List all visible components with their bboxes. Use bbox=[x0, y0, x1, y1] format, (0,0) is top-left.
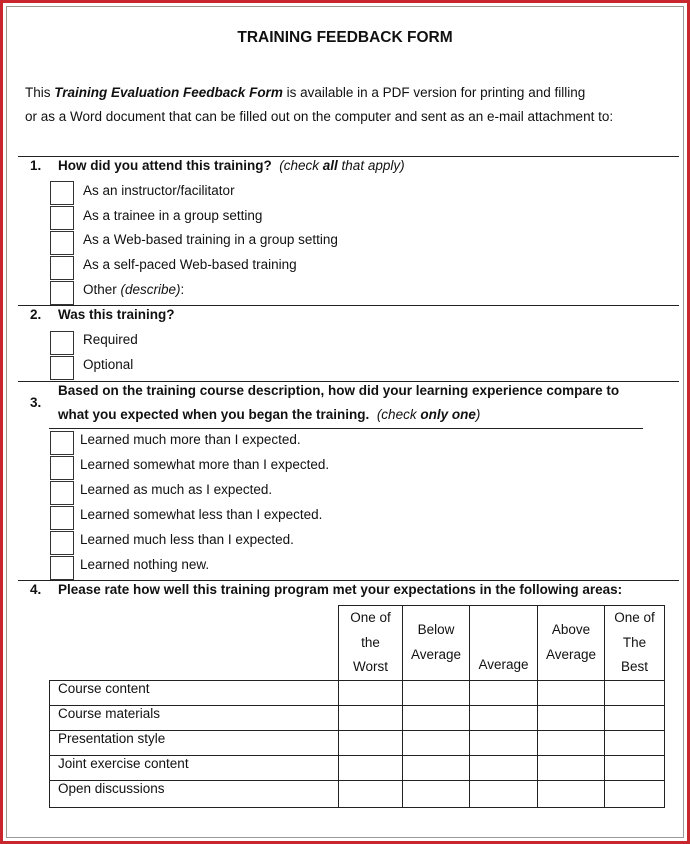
rating-cell[interactable] bbox=[470, 705, 538, 730]
rating-cell[interactable] bbox=[605, 755, 665, 780]
divider bbox=[18, 381, 679, 382]
intro-line-1 bbox=[25, 85, 585, 100]
table-row bbox=[50, 705, 665, 730]
rating-cell[interactable] bbox=[605, 730, 665, 755]
rating-cell[interactable] bbox=[403, 755, 470, 780]
rating-cell[interactable] bbox=[339, 730, 403, 755]
rating-cell[interactable] bbox=[605, 680, 665, 705]
row-label: Presentation style bbox=[50, 730, 339, 755]
q3-option-label: Learned much more than I expected. bbox=[80, 432, 301, 447]
rating-cell[interactable] bbox=[538, 680, 605, 705]
q1-checkbox-self-paced[interactable] bbox=[50, 256, 74, 280]
q1-hint: (check all that apply) bbox=[279, 158, 405, 173]
rating-cell[interactable] bbox=[403, 705, 470, 730]
divider bbox=[18, 156, 679, 157]
rating-cell[interactable] bbox=[339, 680, 403, 705]
rating-header-row bbox=[50, 606, 665, 681]
rating-cell[interactable] bbox=[339, 755, 403, 780]
col-header-average: Average bbox=[470, 606, 538, 681]
table-row bbox=[50, 680, 665, 705]
q1-checkbox-other[interactable] bbox=[50, 281, 74, 305]
q1-checkbox-instructor[interactable] bbox=[50, 181, 74, 205]
q1-text: How did you attend this training? bbox=[58, 158, 272, 173]
table-row bbox=[50, 780, 665, 807]
q3-checkbox-as-much[interactable] bbox=[50, 481, 74, 505]
rating-cell[interactable] bbox=[538, 755, 605, 780]
rating-cell[interactable] bbox=[339, 705, 403, 730]
form-title: TRAINING FEEDBACK FORM bbox=[237, 29, 453, 46]
rating-table bbox=[49, 605, 665, 808]
q1-option-label: As an instructor/facilitator bbox=[83, 183, 235, 198]
q1-option-label: As a trainee in a group setting bbox=[83, 208, 263, 223]
rating-cell[interactable] bbox=[538, 730, 605, 755]
intro-form-name: Training Evaluation Feedback Form bbox=[54, 85, 283, 100]
q4-number: 4. bbox=[30, 582, 42, 597]
col-header-above-average: Above Average bbox=[538, 606, 605, 681]
q1-checkbox-trainee-group[interactable] bbox=[50, 206, 74, 230]
q1-option-label: As a Web-based training in a group setting bbox=[83, 232, 338, 247]
rating-cell[interactable] bbox=[538, 780, 605, 807]
q3-checkbox-much-more[interactable] bbox=[50, 431, 74, 455]
table-row bbox=[50, 755, 665, 780]
rating-cell[interactable] bbox=[339, 780, 403, 807]
q3-checkbox-nothing-new[interactable] bbox=[50, 556, 74, 580]
col-header-below-average: Below Average bbox=[403, 606, 470, 681]
q3-option-label: Learned as much as I expected. bbox=[80, 482, 273, 497]
q2-checkbox-optional[interactable] bbox=[50, 356, 74, 380]
q2-option-label: Optional bbox=[83, 357, 134, 372]
intro-suffix: is available in a PDF version for printing and filling bbox=[282, 85, 586, 100]
q1-option-other: Other (describe): bbox=[83, 282, 185, 297]
rating-header-blank bbox=[50, 606, 339, 681]
q1-option-label: As a self-paced Web-based training bbox=[83, 257, 297, 272]
rating-cell[interactable] bbox=[538, 705, 605, 730]
q2-checkbox-required[interactable] bbox=[50, 331, 74, 355]
q3-question-line-2: what you expected when you began the training. (check only one) bbox=[58, 407, 481, 422]
rating-cell[interactable] bbox=[403, 780, 470, 807]
row-label: Course content bbox=[50, 680, 339, 705]
rating-cell[interactable] bbox=[470, 680, 538, 705]
q3-checkbox-much-less[interactable] bbox=[50, 531, 74, 555]
rating-cell[interactable] bbox=[470, 780, 538, 807]
q4-question: Please rate how well this training program met your expectations in the following areas: bbox=[58, 582, 623, 597]
q3-option-label: Learned much less than I expected. bbox=[80, 532, 294, 547]
intro-prefix: This bbox=[25, 85, 55, 100]
col-header-worst: One of the Worst bbox=[339, 606, 403, 681]
q3-option-label: Learned somewhat less than I expected. bbox=[80, 507, 323, 522]
rating-cell[interactable] bbox=[403, 680, 470, 705]
divider bbox=[18, 305, 679, 306]
q3-option-label: Learned somewhat more than I expected. bbox=[80, 457, 330, 472]
q3-number: 3. bbox=[30, 395, 42, 410]
table-row bbox=[50, 730, 665, 755]
row-label: Joint exercise content bbox=[50, 755, 339, 780]
q2-option-label: Required bbox=[83, 332, 138, 347]
intro-line-2: or as a Word document that can be filled out on the computer and sent as an e-mail attachment to: bbox=[25, 109, 614, 124]
q1-question bbox=[58, 158, 405, 173]
rating-cell[interactable] bbox=[470, 730, 538, 755]
q3-option-label: Learned nothing new. bbox=[80, 557, 210, 572]
row-label: Open discussions bbox=[50, 780, 339, 807]
q2-question: Was this training? bbox=[58, 307, 175, 322]
q2-number: 2. bbox=[30, 307, 42, 322]
divider bbox=[49, 428, 643, 429]
col-header-best: One of The Best bbox=[605, 606, 665, 681]
q3-hint: (check only one) bbox=[376, 407, 481, 422]
rating-cell[interactable] bbox=[470, 755, 538, 780]
q1-checkbox-web-group[interactable] bbox=[50, 231, 74, 255]
q3-question-line-1: Based on the training course description, how did your learning experience compare to bbox=[58, 383, 620, 398]
row-label: Course materials bbox=[50, 705, 339, 730]
rating-cell[interactable] bbox=[605, 780, 665, 807]
q3-checkbox-somewhat-more[interactable] bbox=[50, 456, 74, 480]
q1-number: 1. bbox=[30, 158, 42, 173]
rating-cell[interactable] bbox=[403, 730, 470, 755]
rating-cell[interactable] bbox=[605, 705, 665, 730]
divider bbox=[18, 580, 679, 581]
q3-checkbox-somewhat-less[interactable] bbox=[50, 506, 74, 530]
